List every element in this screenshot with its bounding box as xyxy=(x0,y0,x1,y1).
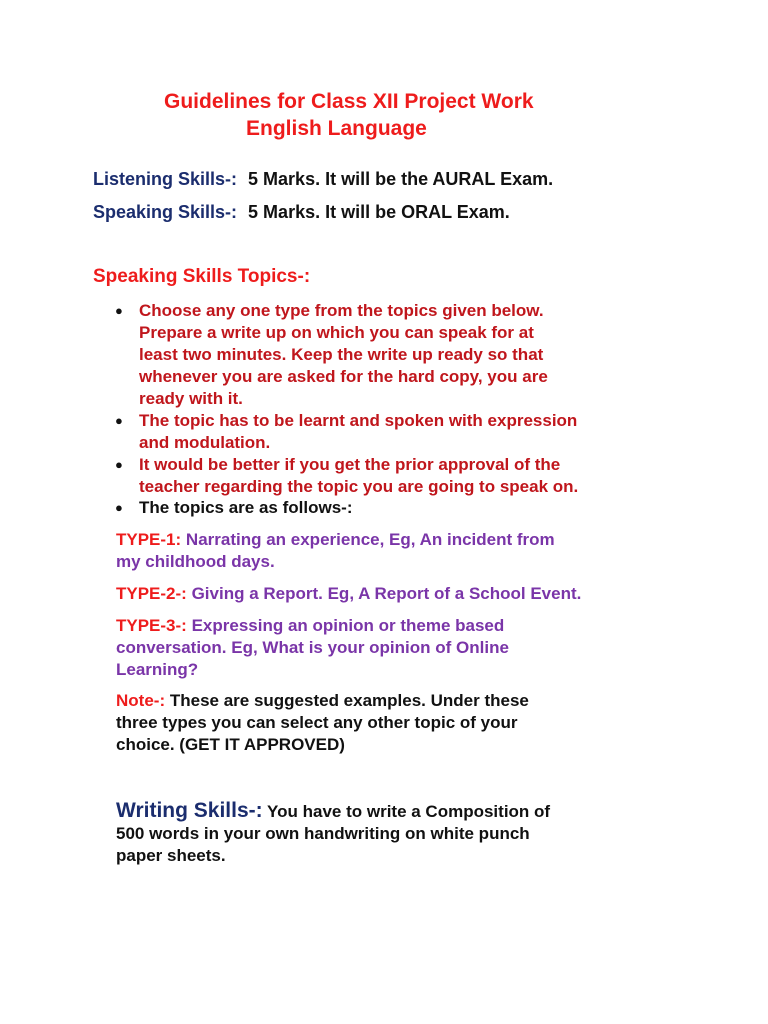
listening-skills-row xyxy=(93,169,553,190)
bullet-dot-icon: ● xyxy=(115,303,123,318)
writing-skills-label: Writing Skills-: xyxy=(116,799,263,822)
listening-skills-label: Listening Skills-: xyxy=(93,169,238,189)
bullet-dot-icon: ● xyxy=(115,457,123,472)
type-1-block xyxy=(116,529,555,573)
speaking-topics-heading: Speaking Skills Topics-: xyxy=(93,266,311,287)
speaking-skills-row xyxy=(93,202,510,223)
bullet-text: It would be better if you get the prior approval of the teacher regarding the topic you are going to speak on. xyxy=(139,455,579,496)
page-title: Guidelines for Class XII Project Work xyxy=(164,90,534,113)
type-3-label: TYPE-3-: xyxy=(116,616,187,635)
type-3-block xyxy=(116,615,509,681)
bullet-text: Choose any one type from the topics given below. Prepare a write up on which you can speak for at least two minutes. Keep the write up ready so that whenever you are asked for the hard copy, you are ready with it. xyxy=(139,301,548,408)
writing-skills-block xyxy=(116,800,550,867)
writing-skills-text: You have to write a Composition of 500 words in your own handwriting on white punch paper sheets. xyxy=(116,802,551,865)
speaking-skills-label: Speaking Skills-: xyxy=(93,202,238,222)
note-label: Note-: xyxy=(116,691,166,710)
type-1-label: TYPE-1: xyxy=(116,530,182,549)
page-subtitle: English Language xyxy=(246,117,427,140)
note-block xyxy=(116,690,529,756)
bullet-dot-icon: ● xyxy=(115,413,123,428)
bullet-text: The topics are as follows-: xyxy=(139,498,353,517)
speaking-skills-text: 5 Marks. It will be ORAL Exam. xyxy=(248,202,510,222)
type-3-text: Expressing an opinion or theme based conversation. Eg, What is your opinion of Online Learning? xyxy=(116,616,509,679)
bullet-text: The topic has to be learnt and spoken with expression and modulation. xyxy=(139,411,578,452)
note-text: These are suggested examples. Under these three types you can select any other topic of your choice. (GET IT APPROVED) xyxy=(116,691,529,754)
bullet-dot-icon: ● xyxy=(115,500,123,515)
type-2-text: Giving a Report. Eg, A Report of a School Event. xyxy=(191,584,582,603)
type-2-label: TYPE-2-: xyxy=(116,584,187,603)
type-1-text: Narrating an experience, Eg, An incident from my childhood days. xyxy=(116,530,555,571)
listening-skills-text: 5 Marks. It will be the AURAL Exam. xyxy=(248,169,554,189)
type-2-block xyxy=(116,583,581,605)
